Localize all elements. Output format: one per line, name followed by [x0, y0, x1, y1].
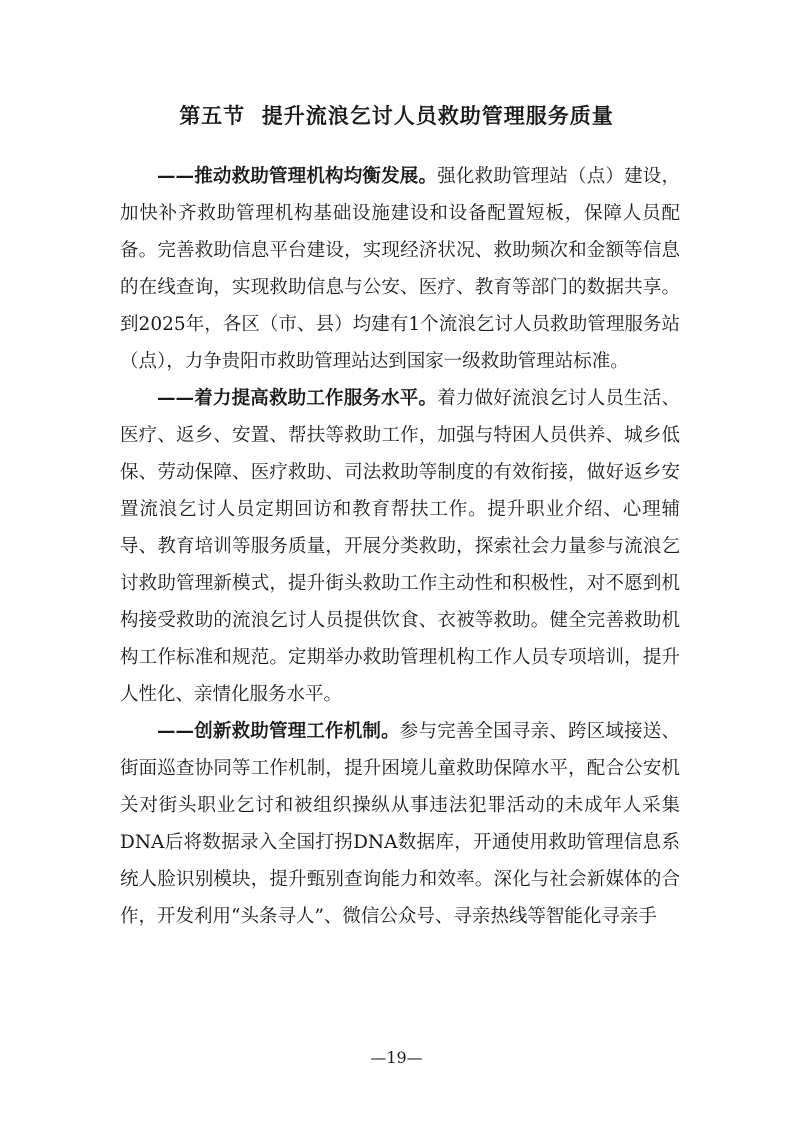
paragraph-lead: ——创新救助管理工作机制。 — [157, 721, 400, 742]
section-title: 第五节 提升流浪乞讨人员救助管理服务质量 — [179, 103, 614, 128]
body-text — [120, 158, 680, 935]
paragraph-lead: ——着力提高救助工作服务水平。 — [157, 388, 438, 409]
paragraph-service-level — [120, 380, 680, 713]
paragraph-text: 参与完善全国寻亲、跨区域接送、街面巡查协同等工作机制，提升困境儿童救助保障水平，配合公安机关对街头职业乞讨和被组织操纵从事违法犯罪活动的未成年人采集DNA后将数据录入全国打拐DNA数据库，开通使用救助管理信息系统人脸识别模块，提升甄别查询能力和效率。深化与社会新媒体的合作，开发利用“头条寻人”、微信公众号、寻亲热线等智能化寻亲手 — [120, 721, 680, 927]
page-number: —19— — [370, 1048, 423, 1067]
paragraph-balanced-development — [120, 158, 680, 380]
paragraph-lead: ——推动救助管理机构均衡发展。 — [157, 166, 438, 187]
paragraph-text: 强化救助管理站（点）建设，加快补齐救助管理机构基础设施建设和设备配置短板，保障人员配备。完善救助信息平台建设，实现经济状况、救助频次和金额等信息的在线查询，实现救助信息与公安、医疗、教育等部门的数据共享。到2025年，各区（市、县）均建有1个流浪乞讨人员救助管理服务站（点），力争贵阳市救助管理站达到国家一级救助管理站标准。 — [120, 166, 680, 372]
paragraph-work-mechanism — [120, 713, 680, 935]
paragraph-text: 着力做好流浪乞讨人员生活、医疗、返乡、安置、帮扶等救助工作，加强与特困人员供养、城乡低保、劳动保障、医疗救助、司法救助等制度的有效衔接，做好返乡安置流浪乞讨人员定期回访和教育帮扶工作。提升职业介绍、心理辅导、教育培训等服务质量，开展分类救助，探索社会力量参与流浪乞讨救助管理新模式，提升街头救助工作主动性和积极性，对不愿到机构接受救助的流浪乞讨人员提供饮食、衣被等救助。健全完善救助机构工作标准和规范。定期举办救助管理机构工作人员专项培训，提升人性化、亲情化服务水平。 — [120, 388, 680, 705]
